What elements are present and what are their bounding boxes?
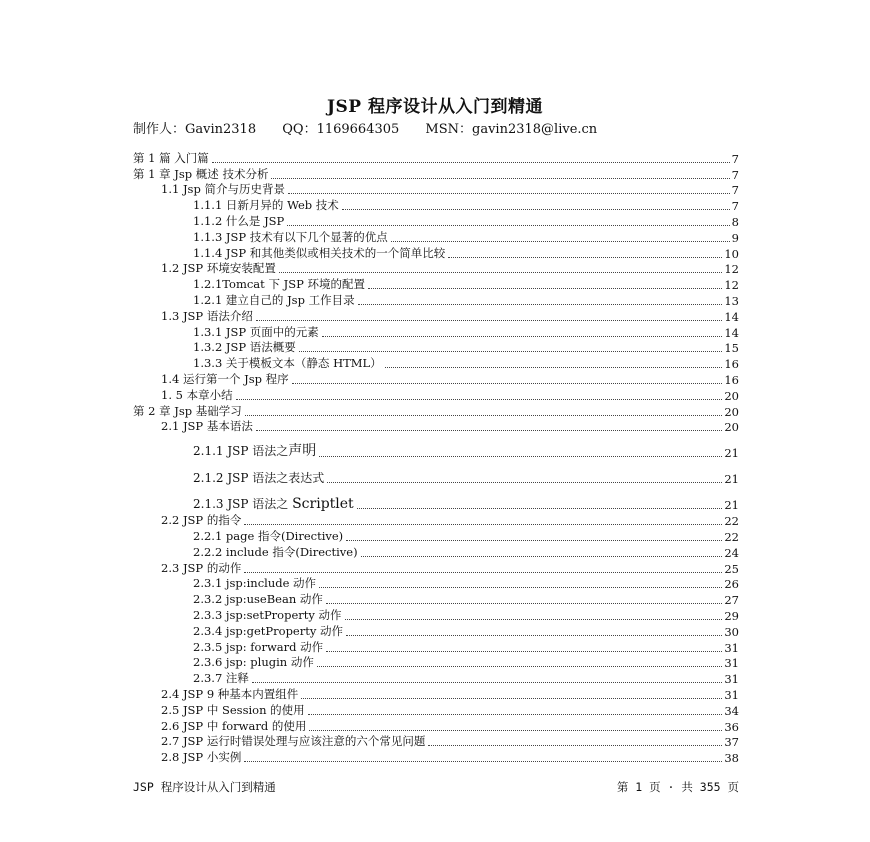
toc-entry[interactable]: [133, 150, 739, 166]
toc-leader-dots: [256, 319, 723, 321]
toc-entry-label: 2.2.1 page 指令(Directive): [193, 528, 344, 543]
toc-entry-label: 1. 5 本章小结: [161, 387, 233, 402]
toc-entry-page: 21: [724, 498, 739, 513]
toc-entry[interactable]: [133, 245, 739, 261]
toc-entry-page: 31: [724, 687, 739, 702]
toc-entry[interactable]: [133, 229, 739, 245]
toc-leader-dots: [245, 414, 723, 416]
toc-entry[interactable]: [133, 419, 739, 435]
toc-entry[interactable]: [133, 213, 739, 229]
toc-entry-page: 38: [724, 751, 739, 766]
toc-entry-page: 30: [724, 624, 739, 639]
toc-entry[interactable]: [133, 197, 739, 213]
toc-leader-dots: [327, 481, 722, 483]
toc-entry-label: 1.1.4 JSP 和其他类似或相关技术的一个简单比较: [193, 245, 446, 260]
toc-entry-page: 14: [724, 325, 739, 340]
toc-entry-page: 16: [724, 357, 739, 372]
toc-entry-label: 2.6 JSP 中 forward 的使用: [161, 718, 307, 733]
toc-entry[interactable]: [133, 591, 739, 607]
toc-entry-label: 2.5 JSP 中 Session 的使用: [161, 702, 305, 717]
toc-entry-label: 2.3.7 注释: [193, 671, 249, 686]
toc-entry-page: 20: [724, 388, 739, 403]
document-title: JSP 程序设计从入门到精通: [326, 97, 544, 117]
toc-entry-page: 10: [724, 246, 739, 261]
toc-leader-dots: [346, 539, 722, 541]
toc-entry-page: 31: [724, 640, 739, 655]
footer-page-number: 第 1 页 · 共 355 页: [616, 780, 739, 794]
toc-leader-dots: [358, 303, 723, 305]
toc-entry[interactable]: [133, 655, 739, 671]
toc-entry-page: 22: [724, 514, 739, 529]
toc-entry-label: 2.2.2 include 指令(Directive): [193, 544, 358, 559]
toc-leader-dots: [368, 287, 722, 289]
author-msn: MSN：gavin2318@live.cn: [425, 122, 598, 137]
toc-entry-label: 1.2 JSP 环境安装配置: [161, 261, 276, 276]
toc-leader-dots: [279, 271, 723, 273]
toc-leader-dots: [244, 760, 722, 762]
toc-entry-page: 24: [724, 545, 739, 560]
toc-entry[interactable]: [133, 324, 739, 340]
toc-leader-dots: [271, 177, 729, 179]
author-qq: QQ：1169664305: [282, 122, 400, 137]
toc-leader-dots: [322, 335, 723, 337]
toc-entry-page: 31: [724, 656, 739, 671]
toc-entry-label: 2.1.2 JSP 语法之表达式: [193, 471, 325, 486]
toc-entry-label: 1.1.2 什么是 JSP: [193, 213, 285, 228]
toc-entry-label: 1.3.3 关于模板文本（静态 HTML）: [193, 356, 382, 371]
toc-leader-dots: [428, 744, 722, 746]
toc-leader-dots: [301, 697, 722, 699]
toc-entry-page: 7: [731, 151, 739, 166]
toc-entry-page: 22: [724, 529, 739, 544]
toc-entry[interactable]: [133, 544, 739, 560]
toc-entry-label: 1.4 运行第一个 Jsp 程序: [161, 371, 289, 386]
toc-entry[interactable]: [133, 387, 739, 403]
toc-entry[interactable]: [133, 355, 739, 371]
toc-leader-dots: [256, 429, 723, 431]
toc-entry-label: 1.1 Jsp 简介与历史背景: [161, 182, 285, 197]
toc-leader-dots: [346, 634, 722, 636]
toc-leader-dots: [345, 618, 723, 620]
toc-leader-dots: [299, 350, 723, 352]
toc-entry-page: 15: [724, 341, 739, 356]
toc-leader-dots: [391, 240, 730, 242]
toc-entry-page: 12: [724, 278, 739, 293]
toc-leader-dots: [448, 256, 722, 258]
toc-leader-dots: [342, 208, 730, 210]
toc-leader-dots: [236, 398, 723, 400]
toc-entry-page: 12: [724, 262, 739, 277]
toc-entry-page: 20: [724, 404, 739, 419]
toc-entry[interactable]: [133, 560, 739, 576]
toc-entry[interactable]: [133, 434, 739, 460]
toc-entry-page: 8: [731, 214, 739, 229]
toc-entry-page: 21: [724, 472, 739, 487]
toc-entry[interactable]: [133, 276, 739, 292]
toc-entry-page: 7: [731, 183, 739, 198]
author-line: [133, 118, 619, 137]
toc-entry-label: 第 1 章 Jsp 概述 技术分析: [133, 166, 269, 181]
toc-entry[interactable]: [133, 639, 739, 655]
toc-leader-dots: [361, 555, 723, 557]
toc-entry[interactable]: [133, 292, 739, 308]
toc-leader-dots: [326, 650, 722, 652]
toc-entry-page: 26: [724, 577, 739, 592]
toc-leader-dots: [252, 681, 722, 683]
footer-title: JSP 程序设计从入门到精通: [133, 780, 276, 794]
toc-entry[interactable]: [133, 528, 739, 544]
toc-entry-label: 2.1 JSP 基本语法: [161, 419, 253, 434]
toc-entry[interactable]: [133, 576, 739, 592]
toc-entry-label: 2.2 JSP 的指令: [161, 513, 242, 528]
toc-entry[interactable]: [133, 734, 739, 750]
toc-entry-page: 25: [724, 561, 739, 576]
toc-entry-label: 2.3.2 jsp:useBean 动作: [193, 592, 323, 607]
toc-leader-dots: [326, 602, 722, 604]
toc-entry[interactable]: [133, 670, 739, 686]
page-footer: [133, 779, 739, 795]
toc-entry-page: 27: [724, 593, 739, 608]
toc-entry-page: 14: [724, 309, 739, 324]
toc-entry-label: 2.8 JSP 小实例: [161, 750, 242, 765]
toc-entry-page: 7: [731, 199, 739, 214]
toc-entry-page: 37: [724, 735, 739, 750]
toc-leader-dots: [309, 729, 722, 731]
toc-leader-dots: [319, 586, 722, 588]
toc-entry[interactable]: [133, 371, 739, 387]
toc-entry-page: 7: [731, 167, 739, 182]
toc-entry-label: 2.3.5 jsp: forward 动作: [193, 639, 324, 654]
toc-entry[interactable]: [133, 686, 739, 702]
toc-leader-dots: [319, 455, 722, 457]
toc-entry-page: 29: [724, 608, 739, 623]
toc-entry-page: 36: [724, 719, 739, 734]
toc-entry-label: 1.3.2 JSP 语法概要: [193, 340, 296, 355]
toc-entry[interactable]: [133, 512, 739, 528]
toc-entry[interactable]: [133, 718, 739, 734]
toc-leader-dots: [308, 713, 723, 715]
toc-entry-page: 20: [724, 420, 739, 435]
toc-entry-label: 2.3.1 jsp:include 动作: [193, 576, 317, 591]
toc-entry-page: 16: [724, 372, 739, 387]
toc-entry[interactable]: [133, 460, 739, 486]
toc-entry-label: 第 1 篇 入门篇: [133, 150, 209, 165]
author-maker: 制作人：Gavin2318: [133, 122, 257, 137]
toc-leader-dots: [385, 366, 723, 368]
toc-entry-label: 1.3 JSP 语法介绍: [161, 308, 253, 323]
toc-entry-label: 1.1.1 日新月异的 Web 技术: [193, 198, 339, 213]
toc-leader-dots: [212, 161, 730, 163]
toc-leader-dots: [317, 665, 723, 667]
toc-entry-label: 2.3.3 jsp:setProperty 动作: [193, 607, 342, 622]
toc-entry[interactable]: [133, 340, 739, 356]
toc-entry-page: 13: [724, 293, 739, 308]
toc-entry[interactable]: [133, 308, 739, 324]
toc-entry-label: 2.1.3 JSP 语法之 Scriptlet: [193, 496, 354, 513]
toc-entry-page: 31: [724, 672, 739, 687]
toc-entry[interactable]: [133, 261, 739, 277]
toc-entry-page: 34: [724, 703, 739, 718]
toc-leader-dots: [287, 224, 729, 226]
toc-entry[interactable]: [133, 166, 739, 182]
toc-entry[interactable]: [133, 182, 739, 198]
toc-entry-label: 1.2.1Tomcat 下 JSP 环境的配置: [193, 277, 365, 292]
toc-entry-label: 1.3.1 JSP 页面中的元素: [193, 324, 319, 339]
toc-entry-label: 2.3 JSP 的动作: [161, 560, 242, 575]
toc-entry-label: 第 2 章 Jsp 基础学习: [133, 403, 242, 418]
toc-entry-label: 2.3.6 jsp: plugin 动作: [193, 655, 314, 670]
toc-entry[interactable]: [133, 749, 739, 765]
toc-leader-dots: [244, 523, 722, 525]
toc-entry[interactable]: [133, 486, 739, 512]
toc-entry-label: 2.3.4 jsp:getProperty 动作: [193, 623, 344, 638]
toc-entry-label: 2.4 JSP 9 种基本内置组件: [161, 686, 299, 701]
toc-entry[interactable]: [133, 623, 739, 639]
toc-leader-dots: [292, 382, 723, 384]
toc-entry-label: 2.1.1 JSP 语法之声明: [193, 443, 317, 460]
toc-entry-page: 9: [731, 230, 739, 245]
toc-leader-dots: [357, 507, 723, 509]
toc-entry-label: 1.2.1 建立自己的 Jsp 工作目录: [193, 292, 355, 307]
toc-entry[interactable]: [133, 607, 739, 623]
toc-entry[interactable]: [133, 403, 739, 419]
toc-leader-dots: [288, 192, 730, 194]
toc-leader-dots: [244, 571, 722, 573]
toc-entry-label: 2.7 JSP 运行时错误处理与应该注意的六个常见问题: [161, 734, 426, 749]
table-of-contents: [133, 150, 739, 765]
toc-entry-label: 1.1.3 JSP 技术有以下几个显著的优点: [193, 229, 388, 244]
toc-entry-page: 21: [724, 446, 739, 461]
toc-entry[interactable]: [133, 702, 739, 718]
